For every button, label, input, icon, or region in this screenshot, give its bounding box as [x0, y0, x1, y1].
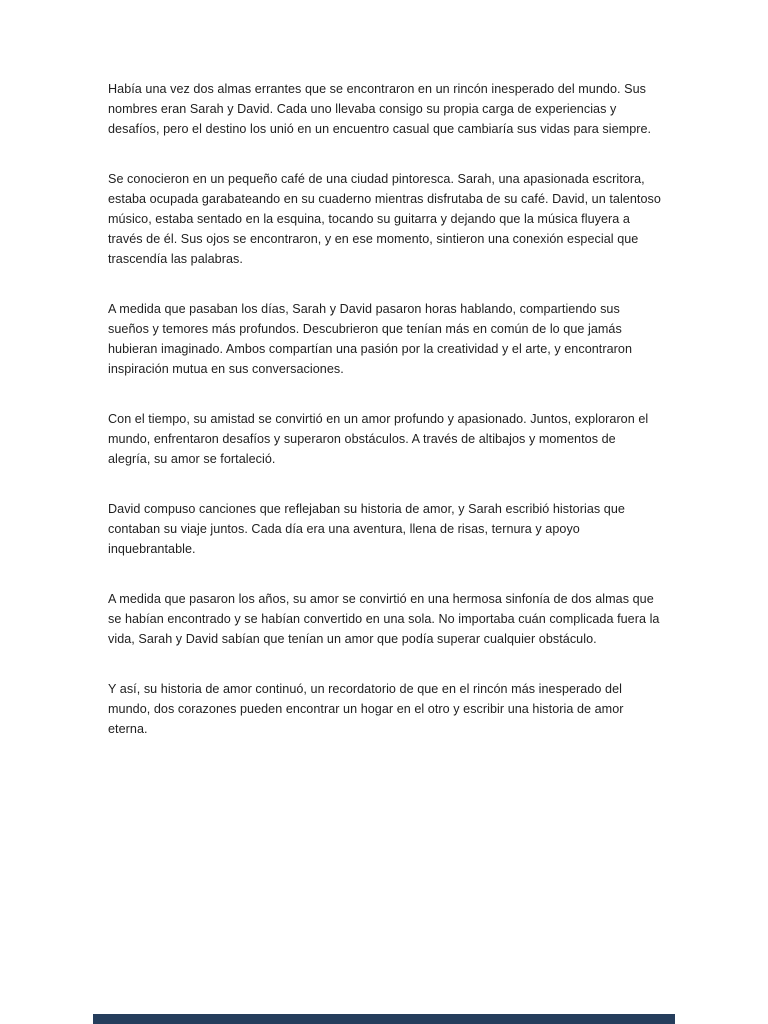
paragraph: David compuso canciones que reflejaban su historia de amor, y Sarah escribió historias que contaban su viaje juntos. Cada día era una aventura, llena de risas, ternura y apoyo inquebrantable.: [108, 502, 625, 556]
paragraph: Se conocieron en un pequeño café de una ciudad pintoresca. Sarah, una apasionada escritora, estaba ocupada garabateando en su cuaderno mientras disfrutaba de su café. David, un talentoso músico, estaba sentado en la esquina, tocando su guitarra y dejando que la música fluyera a través de él. Sus ojos se encontraron, y en ese momento, sintieron una conexión especial que trascendía las palabras.: [108, 172, 661, 266]
paragraph: A medida que pasaban los días, Sarah y David pasaron horas hablando, compartiendo sus sueños y temores más profundos. Descubrieron que tenían más en común de lo que jamás hubieran imaginado. Ambos compartían una pasión por la creatividad y el arte, y encontraron inspiración mutua en sus conversaciones.: [108, 302, 632, 376]
next-page-edge-bar: [93, 1014, 675, 1024]
document-body: [108, 79, 661, 769]
paragraph: A medida que pasaron los años, su amor se convirtió en una hermosa sinfonía de dos almas que se habían encontrado y se habían convertido en una sola. No importaba cuán complicada fuera la vida, Sarah y David sabían que tenían un amor que podía superar cualquier obstáculo.: [108, 592, 660, 646]
paragraph: Había una vez dos almas errantes que se encontraron en un rincón inesperado del mundo. Sus nombres eran Sarah y David. Cada uno llevaba consigo su propia carga de experiencias y desafíos, pero el destino los unió en un encuentro casual que cambiaría sus vidas para siempre.: [108, 82, 652, 136]
paragraph: Con el tiempo, su amistad se convirtió en un amor profundo y apasionado. Juntos, exploraron el mundo, enfrentaron desafíos y superaron obstáculos. A través de altibajos y momentos de alegría, su amor se fortaleció.: [108, 412, 649, 466]
paragraph: Y así, su historia de amor continuó, un recordatorio de que en el rincón más inesperado del mundo, dos corazones pueden encontrar un hogar en el otro y escribir una historia de amor eterna.: [108, 682, 624, 736]
